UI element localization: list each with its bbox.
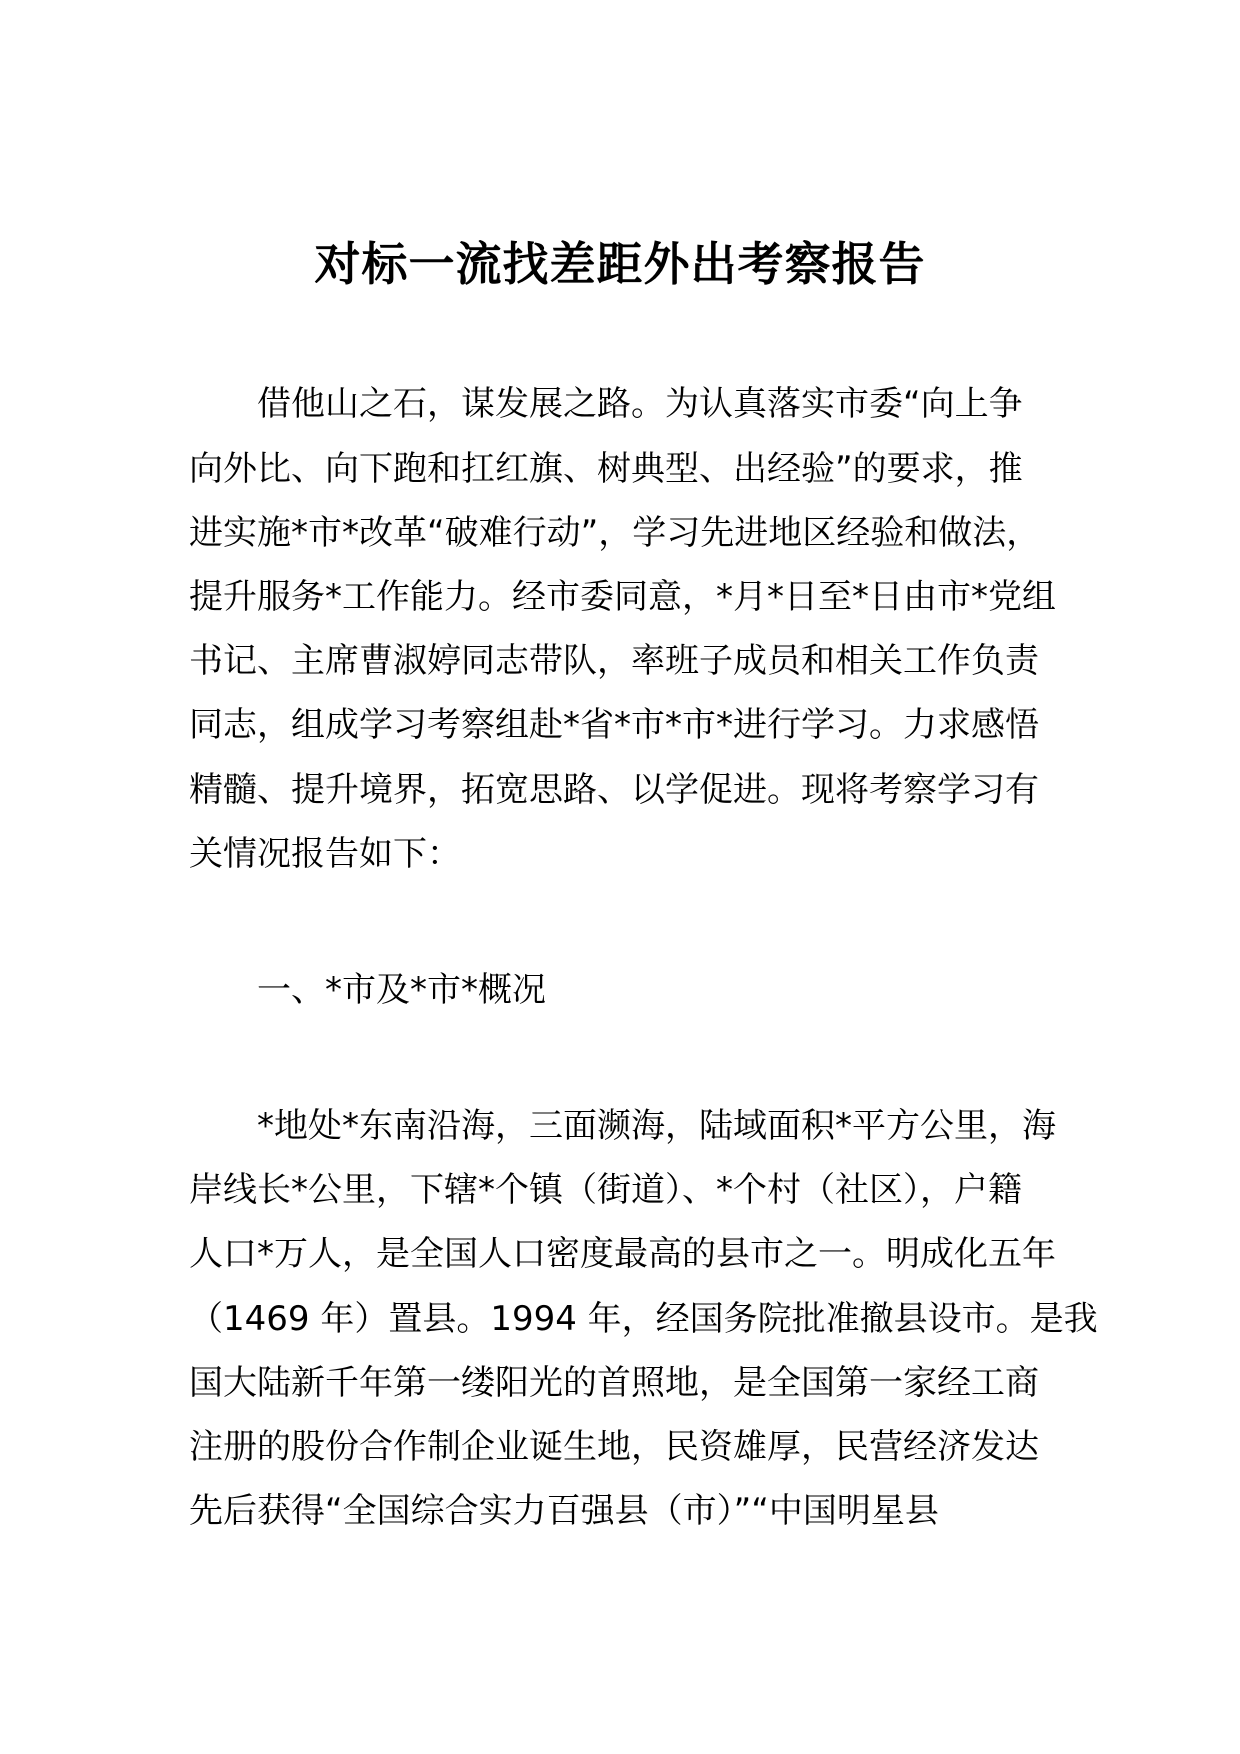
paragraph-2-line-5: 国大陆新千年第一缕阳光的首照地，是全国第一家经工商 [189,1363,1039,1403]
paragraph-1-line-5: 书记、主席曹淑婷同志带队，率班子成员和相关工作负责 [189,641,1039,681]
paragraph-1-line-4: 提升服务*工作能力。经市委同意，*月*日至*日由市*党组 [189,577,1056,617]
paragraph-2-line-1: *地处*东南沿海，三面濒海，陆域面积*平方公里，海 [257,1106,1056,1146]
paragraph-1-line-8: 关情况报告如下： [189,834,461,874]
paragraph-1-line-6: 同志，组成学习考察组赴*省*市*市*进行学习。力求感悟 [189,705,1039,745]
paragraph-2-line-2: 岸线长*公里，下辖*个镇（街道）、*个村（社区），户籍 [189,1170,1022,1210]
paragraph-1-line-7: 精髓、提升境界，拓宽思路、以学促进。现将考察学习有 [189,770,1039,810]
paragraph-2-line-3: 人口*万人，是全国人口密度最高的县市之一。明成化五年 [189,1234,1056,1274]
paragraph-2-line-7: 先后获得“全国综合实力百强县（市）”“中国明星县 [189,1491,939,1531]
section-1-heading: 一、*市及*市*概况 [257,970,546,1010]
paragraph-1-line-1: 借他山之石，谋发展之路。为认真落实市委“向上争 [257,384,1023,424]
document-title: 对标一流找差距外出考察报告 [314,236,926,291]
paragraph-1-line-2: 向外比、向下跑和扛红旗、树典型、出经验”的要求，推 [189,449,1023,489]
paragraph-2-line-6: 注册的股份合作制企业诞生地，民资雄厚，民营经济发达 [189,1427,1039,1467]
paragraph-1-line-3: 进实施*市*改革“破难行动”，学习先进地区经验和做法， [189,513,1041,553]
paragraph-2-line-4: （1469 年）置县。1994 年，经国务院批准撤县设市。是我 [189,1299,1098,1339]
